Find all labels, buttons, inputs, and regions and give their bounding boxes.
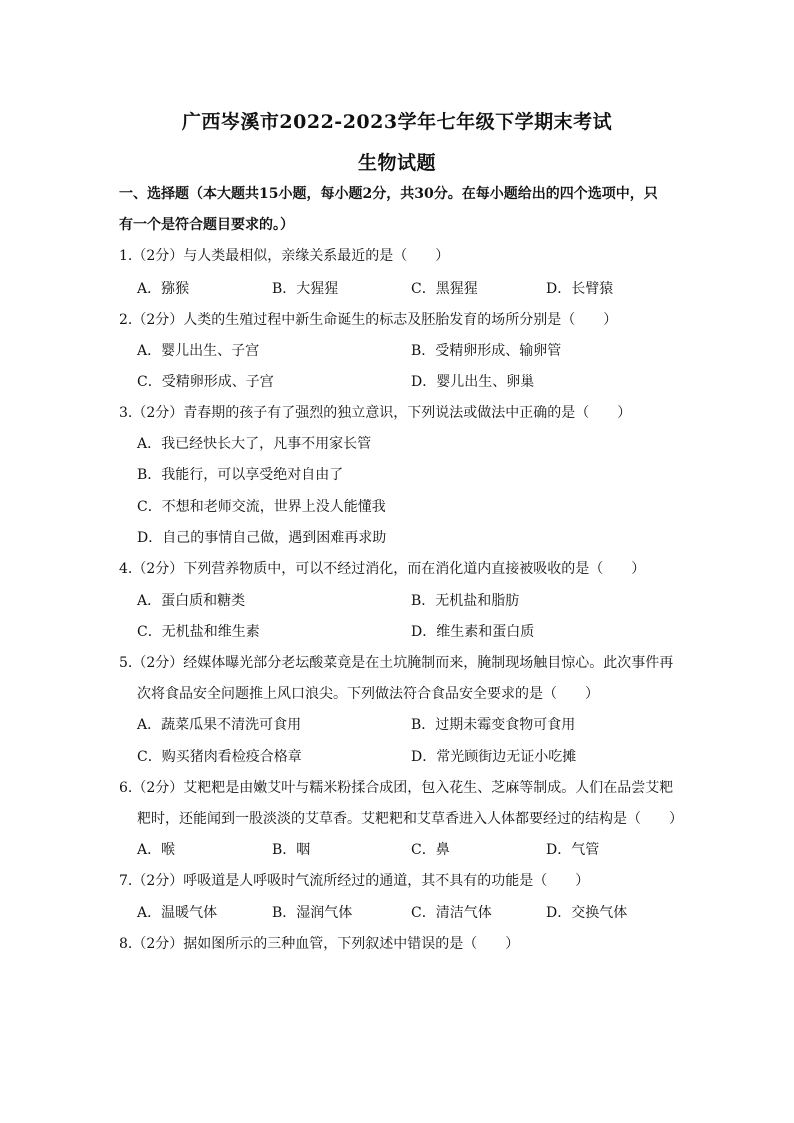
question-7-stem: 7.（2分）呼吸道是人呼吸时气流所经过的通道，其不具有的功能是（ ）	[119, 873, 590, 889]
question-3-option-c: C．不想和老师交流，世界上没人能懂我	[137, 499, 386, 515]
question-2-option-b: B．受精卵形成、输卵管	[411, 343, 562, 359]
question-6-stem-line-1: 6.（2分）艾粑粑是由嫩艾叶与糯米粉揉合成团，包入花生、芝麻等制成。人们在品尝艾粑	[119, 780, 674, 796]
question-5-option-d: D．常光顾街边无证小吃摊	[411, 749, 577, 765]
question-7-option-b: B．湿润气体	[272, 905, 353, 921]
question-7-option-d: D．交换气体	[546, 905, 628, 921]
question-3-option-b: B．我能行，可以享受绝对自由了	[137, 467, 344, 483]
question-8-stem: 8.（2分）据如图所示的三种血管，下列叙述中错误的是（ ）	[119, 936, 520, 952]
question-2-option-d: D．婴儿出生、卵巢	[411, 374, 535, 390]
question-3-option-a: A．我已经快长大了，凡事不用家长管	[137, 436, 372, 452]
question-3-stem: 3.（2分）青春期的孩子有了强烈的独立意识，下列说法或做法中正确的是（ ）	[119, 405, 632, 421]
question-6-option-a: A．喉	[137, 842, 176, 858]
question-6-option-b: B．咽	[272, 842, 311, 858]
question-1-option-c: C．黑猩猩	[411, 281, 478, 297]
question-6-option-d: D．气管	[546, 842, 600, 858]
question-4-option-a: A．蛋白质和糖类	[137, 593, 246, 609]
question-2-option-a: A．婴儿出生、子宫	[137, 343, 260, 359]
section-heading	[119, 179, 679, 241]
section-heading-line-1: 一、选择题（本大题共15小题，每小题2分，共30分。在每小题给出的四个选项中，只	[119, 186, 658, 202]
exam-title: 广西岑溪市2022-2023学年七年级下学期末考试	[181, 111, 613, 133]
question-4-option-d: D．维生素和蛋白质	[411, 624, 535, 640]
question-1-option-d: D．长臂猿	[546, 281, 614, 297]
question-5-stem-line-2: 次将食品安全问题推上风口浪尖。下列做法符合食品安全要求的是（ ）	[137, 686, 599, 702]
question-2-option-c: C．受精卵形成、子宫	[137, 374, 274, 390]
question-4-option-b: B．无机盐和脂肪	[411, 593, 520, 609]
question-4-stem: 4.（2分）下列营养物质中，可以不经过消化，而在消化道内直接被吸收的是（ ）	[119, 561, 646, 577]
question-7-option-a: A．温暖气体	[137, 905, 218, 921]
section-heading-line-2: 有一个是符合题目要求的。）	[119, 217, 294, 233]
question-7-option-c: C．清洁气体	[411, 905, 492, 921]
question-6-option-c: C．鼻	[411, 842, 450, 858]
question-5-option-c: C．购买猪肉看检疫合格章	[137, 749, 302, 765]
question-5-stem-line-1: 5.（2分）经媒体曝光部分老坛酸菜竟是在土坑腌制而来，腌制现场触目惊心。此次事件再	[119, 655, 674, 671]
question-2-stem: 2.（2分）人类的生殖过程中新生命诞生的标志及胚胎发育的场所分别是（ ）	[119, 312, 618, 328]
question-6-stem-line-2: 粑时，还能闻到一股淡淡的艾草香。艾粑粑和艾草香进入人体都要经过的结构是（ ）	[137, 811, 683, 827]
question-5-option-b: B．过期未霉变食物可食用	[411, 717, 576, 733]
question-3-option-d: D．自己的事情自己做，遇到困难再求助	[137, 530, 387, 546]
question-1-option-b: B．大猩猩	[272, 281, 339, 297]
exam-subtitle: 生物试题	[357, 152, 436, 174]
question-5-option-a: A．蔬菜瓜果不清洗可食用	[137, 717, 302, 733]
question-4-option-c: C．无机盐和维生素	[137, 624, 260, 640]
question-1-stem: 1.（2分）与人类最相似，亲缘关系最近的是（ ）	[119, 248, 450, 264]
question-1-option-a: A．猕猴	[137, 281, 190, 297]
